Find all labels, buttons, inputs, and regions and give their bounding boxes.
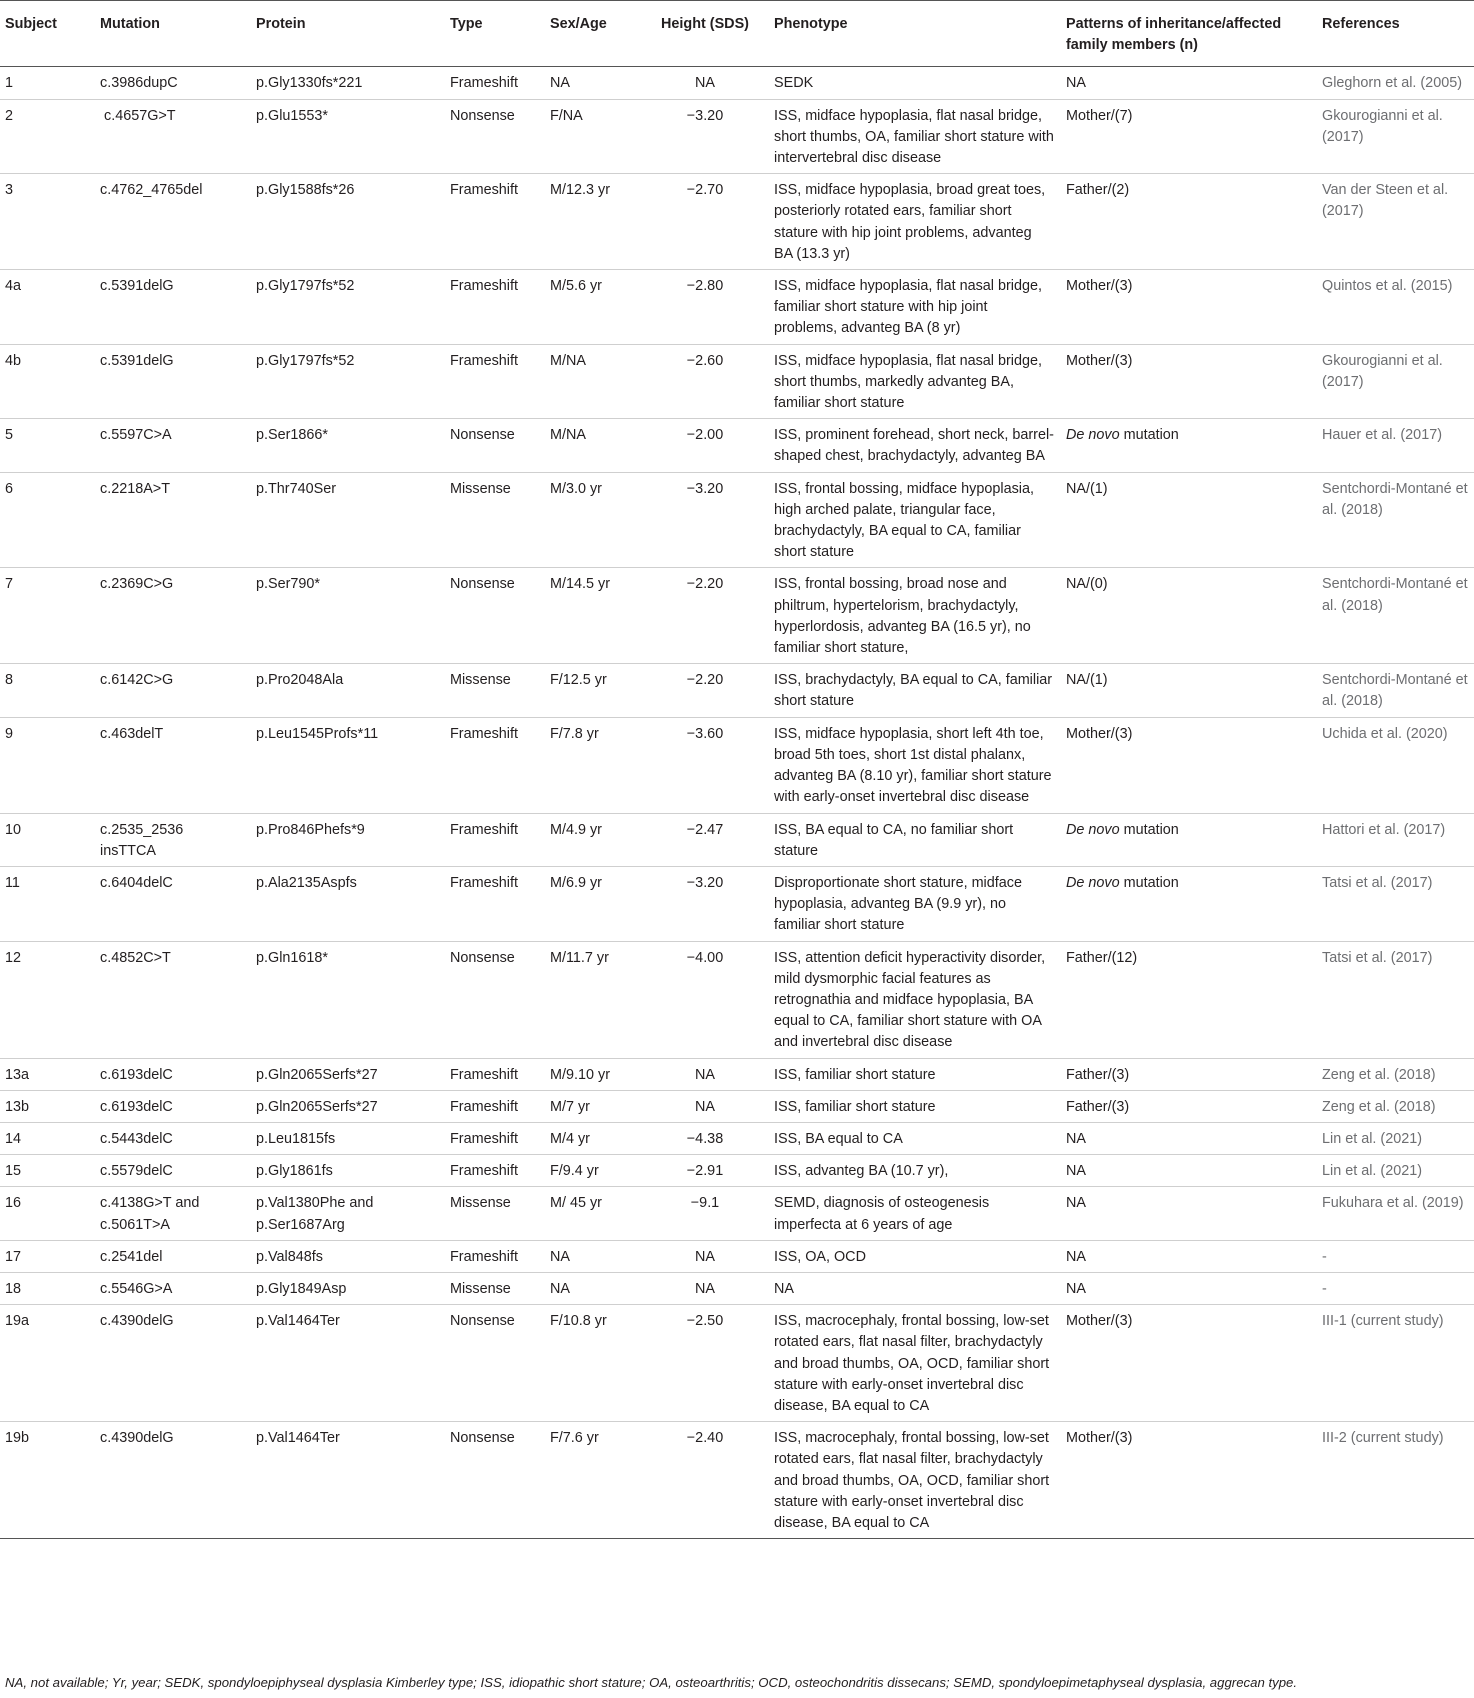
cell-protein: p.Ser790* [250,568,444,664]
cell-height: −2.20 [642,664,768,717]
cell-protein: p.Leu1815fs [250,1122,444,1154]
cell-height: NA [642,1272,768,1304]
cell-sex-age: F/7.6 yr [544,1422,642,1539]
table-row [0,1122,1474,1154]
cell-sex-age: M/4.9 yr [544,813,642,866]
cell-reference: Zeng et al. (2018) [1316,1058,1474,1090]
cell-type: Missense [444,664,544,717]
table-row [0,1305,1474,1422]
cell-subject: 7 [0,568,94,664]
cell-inheritance: NA [1060,1122,1316,1154]
cell-protein: p.Leu1545Profs*11 [250,717,444,813]
cell-protein: p.Gly1797fs*52 [250,344,444,419]
cell-mutation: c.4657G>T [94,99,250,174]
cell-sex-age: M/NA [544,419,642,472]
cell-subject: 14 [0,1122,94,1154]
table-row [0,344,1474,419]
cell-subject: 9 [0,717,94,813]
cell-inheritance [1060,813,1316,866]
cell-reference: Tatsi et al. (2017) [1316,941,1474,1058]
cell-mutation: c.3986dupC [94,67,250,99]
table-row [0,1240,1474,1272]
inheritance-text: mutation [1119,821,1179,838]
cell-phenotype: ISS, advanteg BA (10.7 yr), [768,1155,1060,1187]
cell-subject: 10 [0,813,94,866]
cell-type: Nonsense [444,941,544,1058]
cell-phenotype: ISS, midface hypoplasia, short left 4th toe, broad 5th toes, short 1st distal phalanx, advanteg BA (8.10 yr), familiar short stature with early-onset invertebral disc disease [768,717,1060,813]
cell-subject: 19a [0,1305,94,1422]
cell-protein: p.Gly1330fs*221 [250,67,444,99]
cell-mutation: c.2369C>G [94,568,250,664]
cell-reference: Gkourogianni et al. (2017) [1316,99,1474,174]
cell-type: Nonsense [444,1422,544,1539]
cell-reference: Hattori et al. (2017) [1316,813,1474,866]
cell-reference: - [1316,1240,1474,1272]
cell-protein: p.Pro846Phefs*9 [250,813,444,866]
table-footnote: NA, not available; Yr, year; SEDK, spondyloepiphyseal dysplasia Kimberley type; ISS, idiopathic short stature; OA, osteoarthritis; OCD, osteochondritis dissecans; SEMD, spondyloepimetaphyseal dysplasia, aggrecan type. [5,1675,1298,1690]
cell-reference: Hauer et al. (2017) [1316,419,1474,472]
table-row [0,941,1474,1058]
table-body [0,67,1474,1539]
cell-height: −4.00 [642,941,768,1058]
cell-inheritance [1060,866,1316,941]
cell-inheritance: Father/(3) [1060,1058,1316,1090]
cell-protein: p.Gln2065Serfs*27 [250,1058,444,1090]
table-row [0,1155,1474,1187]
table-row [0,664,1474,717]
table-row [0,717,1474,813]
cell-sex-age: F/9.4 yr [544,1155,642,1187]
cell-sex-age: M/NA [544,344,642,419]
cell-protein: p.Gly1797fs*52 [250,270,444,345]
cell-inheritance: NA/(0) [1060,568,1316,664]
inheritance-text: mutation [1119,874,1179,891]
cell-sex-age: M/ 45 yr [544,1187,642,1240]
cell-subject: 16 [0,1187,94,1240]
cell-protein: p.Glu1553* [250,99,444,174]
cell-inheritance: Mother/(3) [1060,270,1316,345]
cell-reference: III-2 (current study) [1316,1422,1474,1539]
cell-subject: 18 [0,1272,94,1304]
cell-inheritance: NA/(1) [1060,664,1316,717]
cell-mutation: c.6404delC [94,866,250,941]
cell-reference: Quintos et al. (2015) [1316,270,1474,345]
header-mutation: Mutation [94,1,250,67]
cell-height: −2.80 [642,270,768,345]
cell-inheritance: Mother/(3) [1060,717,1316,813]
cell-reference: Uchida et al. (2020) [1316,717,1474,813]
cell-protein: p.Ser1866* [250,419,444,472]
cell-sex-age: NA [544,67,642,99]
cell-phenotype: NA [768,1272,1060,1304]
cell-phenotype: ISS, familiar short stature [768,1090,1060,1122]
cell-height: −3.60 [642,717,768,813]
cell-type: Nonsense [444,568,544,664]
cell-height: −2.47 [642,813,768,866]
cell-protein: p.Val1380Phe and p.Ser1687Arg [250,1187,444,1240]
cell-sex-age: M/11.7 yr [544,941,642,1058]
cell-protein: p.Thr740Ser [250,472,444,568]
cell-mutation: c.463delT [94,717,250,813]
cell-protein: p.Pro2048Ala [250,664,444,717]
cell-mutation: c.4138G>T and c.5061T>A [94,1187,250,1240]
cell-inheritance: NA/(1) [1060,472,1316,568]
cell-reference: Zeng et al. (2018) [1316,1090,1474,1122]
cell-subject: 13b [0,1090,94,1122]
cell-reference: Tatsi et al. (2017) [1316,866,1474,941]
cell-sex-age: M/9.10 yr [544,1058,642,1090]
table-row [0,99,1474,174]
cell-height: −3.20 [642,99,768,174]
cell-protein: p.Gln2065Serfs*27 [250,1090,444,1122]
cell-sex-age: F/7.8 yr [544,717,642,813]
cell-inheritance: Father/(12) [1060,941,1316,1058]
cell-mutation: c.6142C>G [94,664,250,717]
cell-mutation: c.4762_4765del [94,174,250,270]
cell-type: Nonsense [444,1305,544,1422]
cell-mutation: c.5391delG [94,344,250,419]
cell-protein: p.Ala2135Aspfs [250,866,444,941]
cell-height: NA [642,1058,768,1090]
table-row [0,1187,1474,1240]
cell-protein: p.Val848fs [250,1240,444,1272]
cell-inheritance: NA [1060,1155,1316,1187]
cell-reference: Gkourogianni et al. (2017) [1316,344,1474,419]
cell-mutation: c.5579delC [94,1155,250,1187]
header-protein: Protein [250,1,444,67]
cell-reference: Lin et al. (2021) [1316,1122,1474,1154]
cell-reference: III-1 (current study) [1316,1305,1474,1422]
cell-type: Missense [444,472,544,568]
cell-type: Frameshift [444,866,544,941]
cell-sex-age: NA [544,1272,642,1304]
cell-sex-age: M/3.0 yr [544,472,642,568]
cell-height: −2.20 [642,568,768,664]
cell-mutation: c.6193delC [94,1058,250,1090]
cell-subject: 6 [0,472,94,568]
cell-sex-age: F/NA [544,99,642,174]
header-references: References [1316,1,1474,67]
inheritance-italic: De novo [1066,874,1120,891]
table-row [0,866,1474,941]
cell-sex-age: F/10.8 yr [544,1305,642,1422]
cell-mutation: c.6193delC [94,1090,250,1122]
cell-height: −2.50 [642,1305,768,1422]
table-row [0,67,1474,99]
cell-phenotype: ISS, attention deficit hyperactivity disorder, mild dysmorphic facial features as retrognathia and midface hypoplasia, BA equal to CA, familiar short stature with OA and invertebral disc disease [768,941,1060,1058]
cell-phenotype: Disproportionate short stature, midface hypoplasia, advanteg BA (9.9 yr), no familiar short stature [768,866,1060,941]
cell-subject: 8 [0,664,94,717]
cell-inheritance: Mother/(3) [1060,1422,1316,1539]
cell-inheritance: NA [1060,1240,1316,1272]
cell-type: Missense [444,1272,544,1304]
header-inheritance: Patterns of inheritance/affected family members (n) [1060,1,1316,67]
cell-reference: Sentchordi-Montané et al. (2018) [1316,568,1474,664]
table-row [0,1422,1474,1539]
inheritance-text: mutation [1119,427,1179,444]
cell-mutation: c.5391delG [94,270,250,345]
cell-phenotype: SEDK [768,67,1060,99]
cell-inheritance: NA [1060,67,1316,99]
table-row [0,1058,1474,1090]
header-height: Height (SDS) [642,1,768,67]
cell-sex-age: M/6.9 yr [544,866,642,941]
table-row [0,472,1474,568]
cell-phenotype: ISS, midface hypoplasia, flat nasal bridge, short thumbs, OA, familiar short stature with intervertebral disc disease [768,99,1060,174]
cell-type: Frameshift [444,813,544,866]
cell-subject: 15 [0,1155,94,1187]
cell-sex-age: NA [544,1240,642,1272]
table-row [0,813,1474,866]
cell-mutation: c.4390delG [94,1305,250,1422]
cell-reference: Van der Steen et al. (2017) [1316,174,1474,270]
cell-subject: 12 [0,941,94,1058]
cell-height: −3.20 [642,472,768,568]
cell-reference: Sentchordi-Montané et al. (2018) [1316,472,1474,568]
cell-subject: 5 [0,419,94,472]
cell-sex-age: F/12.5 yr [544,664,642,717]
cell-mutation: c.2218A>T [94,472,250,568]
cell-sex-age: M/5.6 yr [544,270,642,345]
cell-phenotype: ISS, midface hypoplasia, flat nasal bridge, familiar short stature with hip joint problems, advanteg BA (8 yr) [768,270,1060,345]
header-type: Type [444,1,544,67]
table-row [0,568,1474,664]
header-subject: Subject [0,1,94,67]
cell-sex-age: M/7 yr [544,1090,642,1122]
table-row [0,1272,1474,1304]
cell-phenotype: ISS, macrocephaly, frontal bossing, low-set rotated ears, flat nasal filter, brachydactyly and broad thumbs, OA, OCD, familiar short stature with early-onset invertebral disc disease, BA equal to CA [768,1305,1060,1422]
cell-phenotype: SEMD, diagnosis of osteogenesis imperfecta at 6 years of age [768,1187,1060,1240]
cell-inheritance: Father/(2) [1060,174,1316,270]
cell-phenotype: ISS, frontal bossing, broad nose and philtrum, hypertelorism, brachydactyly, hyperlordosis, advanteg BA (16.5 yr), no familiar short stature, [768,568,1060,664]
table-row [0,174,1474,270]
cell-phenotype: ISS, midface hypoplasia, broad great toes, posteriorly rotated ears, familiar short stature with hip joint problems, advanteg BA (13.3 yr) [768,174,1060,270]
table-row [0,419,1474,472]
cell-protein: p.Gln1618* [250,941,444,1058]
cell-type: Frameshift [444,1058,544,1090]
header-phenotype: Phenotype [768,1,1060,67]
table-row [0,1090,1474,1122]
cell-height: −2.60 [642,344,768,419]
cell-inheritance: NA [1060,1272,1316,1304]
cell-subject: 4b [0,344,94,419]
cell-height: −2.70 [642,174,768,270]
cell-mutation: c.4852C>T [94,941,250,1058]
cell-inheritance: Mother/(3) [1060,1305,1316,1422]
cell-phenotype: ISS, brachydactyly, BA equal to CA, familiar short stature [768,664,1060,717]
cell-height: −2.91 [642,1155,768,1187]
cell-inheritance: NA [1060,1187,1316,1240]
cell-phenotype: ISS, prominent forehead, short neck, barrel-shaped chest, brachydactyly, advanteg BA [768,419,1060,472]
cell-subject: 4a [0,270,94,345]
cell-mutation: c.2535_2536 insTTCA [94,813,250,866]
cell-height: −3.20 [642,866,768,941]
cell-mutation: c.5597C>A [94,419,250,472]
cell-type: Frameshift [444,1090,544,1122]
cell-type: Frameshift [444,174,544,270]
cell-reference: Fukuhara et al. (2019) [1316,1187,1474,1240]
cell-phenotype: ISS, OA, OCD [768,1240,1060,1272]
cell-subject: 3 [0,174,94,270]
cell-type: Frameshift [444,717,544,813]
cell-inheritance [1060,419,1316,472]
cell-protein: p.Gly1861fs [250,1155,444,1187]
cell-phenotype: ISS, BA equal to CA [768,1122,1060,1154]
cell-subject: 13a [0,1058,94,1090]
cell-type: Missense [444,1187,544,1240]
cell-reference: - [1316,1272,1474,1304]
cell-subject: 11 [0,866,94,941]
header-sex-age: Sex/Age [544,1,642,67]
cell-height: −9.1 [642,1187,768,1240]
cell-protein: p.Gly1588fs*26 [250,174,444,270]
cell-height: −2.40 [642,1422,768,1539]
cell-type: Frameshift [444,1155,544,1187]
cell-protein: p.Val1464Ter [250,1422,444,1539]
cell-type: Nonsense [444,419,544,472]
cell-type: Frameshift [444,1240,544,1272]
cell-height: NA [642,1240,768,1272]
cell-reference: Lin et al. (2021) [1316,1155,1474,1187]
cell-sex-age: M/12.3 yr [544,174,642,270]
header-row [0,1,1474,67]
table-row [0,270,1474,345]
cell-subject: 1 [0,67,94,99]
cell-phenotype: ISS, midface hypoplasia, flat nasal bridge, short thumbs, markedly advanteg BA, familiar short stature [768,344,1060,419]
cell-phenotype: ISS, BA equal to CA, no familiar short stature [768,813,1060,866]
cell-subject: 19b [0,1422,94,1539]
cell-phenotype: ISS, macrocephaly, frontal bossing, low-set rotated ears, flat nasal filter, brachydactyly and broad thumbs, OA, OCD, familiar short stature with early-onset invertebral disc disease, BA equal to CA [768,1422,1060,1539]
cell-reference: Gleghorn et al. (2005) [1316,67,1474,99]
cell-sex-age: M/14.5 yr [544,568,642,664]
cell-phenotype: ISS, familiar short stature [768,1058,1060,1090]
cell-height: −2.00 [642,419,768,472]
cell-subject: 17 [0,1240,94,1272]
cell-type: Frameshift [444,1122,544,1154]
cell-mutation: c.5443delC [94,1122,250,1154]
cell-type: Frameshift [444,270,544,345]
cell-type: Nonsense [444,99,544,174]
cell-subject: 2 [0,99,94,174]
cell-height: NA [642,1090,768,1122]
cell-mutation: c.5546G>A [94,1272,250,1304]
cell-type: Frameshift [444,344,544,419]
cell-mutation: c.2541del [94,1240,250,1272]
cell-protein: p.Gly1849Asp [250,1272,444,1304]
cell-mutation: c.4390delG [94,1422,250,1539]
inheritance-italic: De novo [1066,427,1120,444]
cell-phenotype: ISS, frontal bossing, midface hypoplasia, high arched palate, triangular face, brachydactyly, BA equal to CA, familiar short stature [768,472,1060,568]
cell-protein: p.Val1464Ter [250,1305,444,1422]
cell-inheritance: Father/(3) [1060,1090,1316,1122]
cell-sex-age: M/4 yr [544,1122,642,1154]
cell-type: Frameshift [444,67,544,99]
cell-inheritance: Mother/(7) [1060,99,1316,174]
inheritance-italic: De novo [1066,821,1120,838]
cell-inheritance: Mother/(3) [1060,344,1316,419]
cell-height: NA [642,67,768,99]
cell-height: −4.38 [642,1122,768,1154]
cell-reference: Sentchordi-Montané et al. (2018) [1316,664,1474,717]
